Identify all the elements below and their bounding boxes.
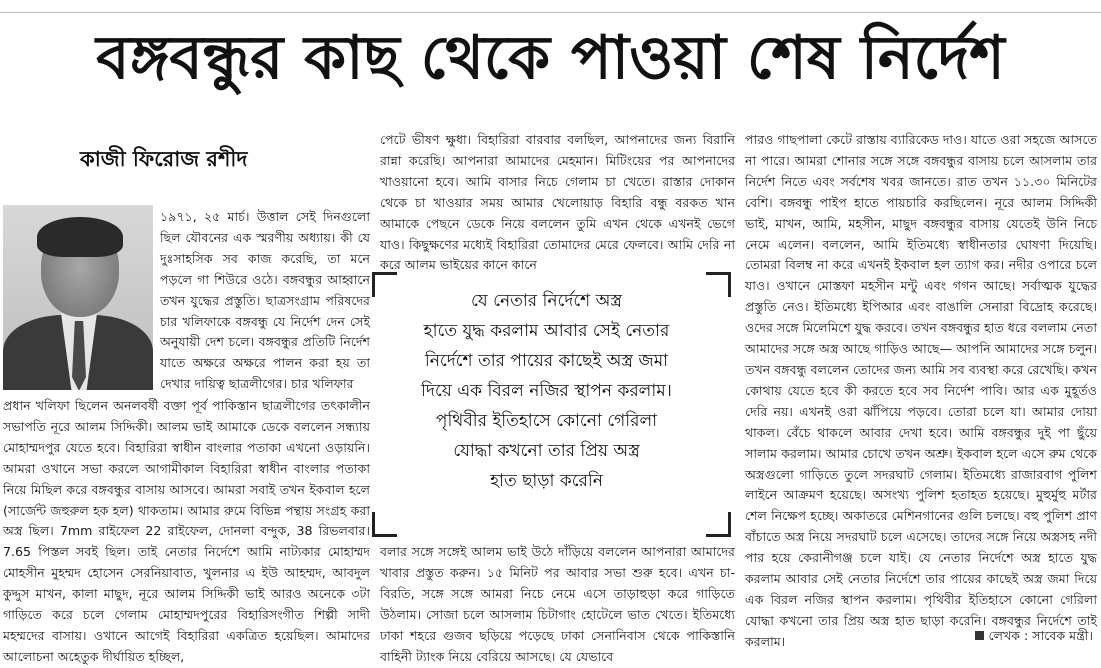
- column-2-top: [380, 130, 735, 276]
- pull-quote: [378, 276, 715, 526]
- paragraph: বলার সঙ্গে সঙ্গেই আলম ভাই উঠে দাঁড়িয়ে বললেন আপনারা আমাদের খাবার প্রস্তুত করুন। ১৫ মিনিট পর আবার সভা শুরু হবে। এখন চা-বিরতি, সঙ্গে সঙ্গে আমরা নিচে নেমে এসে তাড়াহুড়া করে গাড়িতে উঠলাম। সোজা চলে আসলাম চিটাগাং হোটেলে ভাত খেতে। ইতিমধ্যে ঢাকা শহরে গুজব ছড়িয়ে পড়েছে ঢাকা সেনানিবাস থেকে পাকিস্তানি বাহিনী ট্যাংক নিয়ে বেরিয়ে আসছে। যে যেভাবে: [380, 544, 735, 664]
- pull-quote-line: যে নেতার নির্দেশে অস্ত্র: [470, 291, 623, 311]
- author-note: [975, 628, 1093, 648]
- author-photo: [3, 205, 153, 390]
- pull-quote-line: হাতে যুদ্ধ করলাম আবার সেই নেতার: [423, 321, 670, 341]
- headline: বঙ্গবন্ধুর কাছ থেকে পাওয়া শেষ নির্দেশ: [96, 23, 1005, 93]
- paragraph: প্রধান খলিফা ছিলেন অনলবর্ষী বক্তা পূর্ব পাকিস্তান ছাত্রলীগের তৎকালীন সভাপতি নূরে আলম সিদ্দিকী। আলম ভাই আমাকে ডেকে বললেন সন্ধ্যায় মোহাম্মদপুর যেতে হবে। বিহারিরা স্বাধীন বাংলার পতাকা এখনো ওড়ায়নি। আমরা ওখানে সভা করলে আগামীকাল বিহারিরা স্বাধীন বাংলার পতাকা নিয়ে মিছিল করে বঙ্গবন্ধুর বাসায় আসবে। আমরা সবাই তখন ইকবাল হলে (সার্জেন্ট জহুরুল হক হল) থাকতাম। আমার রুমে বিভিন্ন পন্থায় সংগ্রহ করা অস্ত্র ছিল। 7mm রাইফেল 22 রাইফেল, দোনলা বন্দুক, 38 রিভলবার। 7.65 পিস্তল সবই ছিল। তাই নেতার নির্দেশে আমি নাট্যকার মোহাম্মদ মোহসীন মুহম্মদ হোসেন সেরনিয়াবাত, খুলনার এ ইউ আহম্মদ, আবদুল কুদ্দুস মাখন, কালা মাছুদ, নূরে আলম সিদ্দিকী ভাই আরও অনেকে ৩টা গাড়িতে করে চলে গেলাম মোহাম্মদপুরের বিহারিসংগীত শিল্পী সাদী মহম্মদের বাসায়। ওখানে আগেই বিহারিরা একত্রিত হয়েছিল। আমাদের আলোচনা অহেতুক দীর্ঘায়িত হচ্ছিল,: [3, 398, 370, 664]
- column-3: [745, 130, 1097, 653]
- column-1-bottom: [3, 396, 370, 668]
- pull-quote-line: যোদ্ধা কখনো তার প্রিয় অস্ত্র: [453, 441, 640, 461]
- pull-quote-line: হাত ছাড়া করেনি: [490, 471, 603, 491]
- byline: কাজী ফিরোজ রশীদ: [80, 147, 248, 171]
- column-1-top: [160, 207, 370, 395]
- pull-quote-line: নির্দেশে তার পায়ের কাছেই অস্ত্র জমা: [424, 351, 669, 371]
- paragraph: ১৯৭১, ২৫ মার্চ। উত্তাল সেই দিনগুলো ছিল যৌবনের এক স্মরণীয় অধ্যায়। কী যে দুঃসাহসিক সব কাজ করেছি, তা মনে পড়লে গা শিউরে ওঠে। বঙ্গবন্ধুর আহ্বানে তখন যুদ্ধের প্রস্তুতি। ছাত্রসংগ্রাম পরিষদের চার খলিফাকে বঙ্গবন্ধু যে নির্দেশ দেন সেই অনুযায়ী দেশ চলে। বঙ্গবন্ধুর প্রতিটি নির্দেশ যাতে অক্ষরে অক্ষরে পালন করা হয় তা দেখার দায়িত্ব ছাত্রলীগের। চার খলিফার: [160, 209, 370, 392]
- top-rule: [0, 12, 1101, 13]
- pull-quote-line: দিয়ে এক বিরল নজির স্থাপন করলাম।: [421, 381, 672, 401]
- pull-quote-line: পৃথিবীর ইতিহাসে কোনো গেরিলা: [435, 411, 658, 431]
- column-2-bottom: [380, 542, 735, 667]
- paragraph: পারও গাছপালা কেটে রাস্তায় ব্যারিকেড দাও। যাতে ওরা সহজে আসতে না পারে। আমরা শোনার সঙ্গে সঙ্গে বঙ্গবন্ধুর বাসায় চলে আসলাম তার নির্দেশ নিতে এবং সর্বশেষ খবর জানতে। রাত তখন ১১.৩০ মিনিটের বেশি। বঙ্গবন্ধু পাইপ হাতে পায়চারি করছিলেন। নূরে আলম সিদ্দিকী ভাই, মাখন, আমি, মহসীন, মাছুদ বঙ্গবন্ধুর বাসায় যেতেই উনি নিচে নেমে এলেন। বললেন, আমি ইতিমধ্যে স্বাধীনতার ঘোষণা দিয়েছি। তোমরা বিলম্ব না করে এখনই ইকবাল হল ত্যাগ কর। নদীর ওপারে চলে যাও। ওখানে মোস্তফা মহসীন মন্টু এবং গগন আছে। সর্বাত্মক যুদ্ধের প্রস্তুতি নেও। ইতিমধ্যে ইপিআর এবং বাঙালি সেনারা বিদ্রোহ করেছে। ওদের সঙ্গে মিলেমিশে যুদ্ধ করবে। তখন বঙ্গবন্ধুর হাত ধরে বললাম নেতা আমাদের সঙ্গে অস্ত্র আছে গাড়িও আছে— আপনি আমাদের সঙ্গে চলুন। তখন বঙ্গবন্ধু বললেন তোদের জন্য আমি সব ব্যবস্থা করে রেখেছি। কখন কোথায় যেতে হবে কী করতে হবে সব নির্দেশ পাবি। আর এক মুহূর্তও দেরি নয়। এখনই ওরা ঝাঁপিয়ে পড়বে। তোরা চলে যা। আমার দোয়া থাকল। বেঁচে থাকলে আবার দেখা হবে। আমি বঙ্গবন্ধুর দুই পা ছুঁয়ে সালাম করলাম। আমার চোখে তখন অশ্রু। ইকবাল হলে এসে রুম থেকে অস্ত্রগুলো গাড়িতে তুলে সদরঘাট গেলাম। ইতিমধ্যে রাজারবাগ পুলিশ লাইনে আক্রমণ হয়েছে। অসংখ্য পুলিশ হতাহত হয়েছে। মুহুর্মুহু মর্টার শেল নিক্ষেপ হচ্ছে। অকাতরে মেশিনগানের গুলি চলছে। বহু পুলিশ প্রাণ বাঁচাতে অস্ত্র নিয়ে সদরঘাট চলে এসেছে। তাদের সঙ্গে নিয়ে অস্ত্রসহ নদী পার হয়ে কেরানীগঞ্জ চলে যাই। যে নেতার নির্দেশে অস্ত্র হাতে যুদ্ধ করলাম আবার সেই নেতার নির্দেশে তার পায়ের কাছেই অস্ত্র জমা দিয়ে এক বিরল নজির স্থাপন করলাম। পৃথিবীর ইতিহাসে কোনো গেরিলা যোদ্ধা কখনো তার প্রিয় অস্ত্র হাত ছাড়া করেনি। বঙ্গবন্ধুর নির্দেশে তাই করলাম।: [745, 132, 1098, 649]
- paragraph: পেটে ভীষণ ক্ষুধা। বিহারিরা বারবার বলছিল, আপনাদের জন্য বিরানি রান্না করেছি। আপনারা আমাদের মেহমান। মিটিংয়ের পর আপনাদের খাওয়ানো হবে। আমি বাসার নিচে গেলাম চা খেতে। রাস্তার দোকান থেকে চা খাওয়ার সময় আমার খেলোয়াড় বিহারি বন্ধু বরকত খান আমাকে পেছনে ডেকে নিয়ে বললেন তুমি এখন থেকে এখনই ভেগে যাও। কিছুক্ষণের মধ্যেই বিহারিরা তোমাদের মেরে ফেলবে। আমি দেরি না করে আলম ভাইয়ের কানে কানে: [380, 132, 735, 273]
- photo-hair: [37, 217, 123, 257]
- square-bullet-icon: [975, 631, 984, 640]
- author-note-text: লেখক : সাবেক মন্ত্রী।: [988, 628, 1093, 643]
